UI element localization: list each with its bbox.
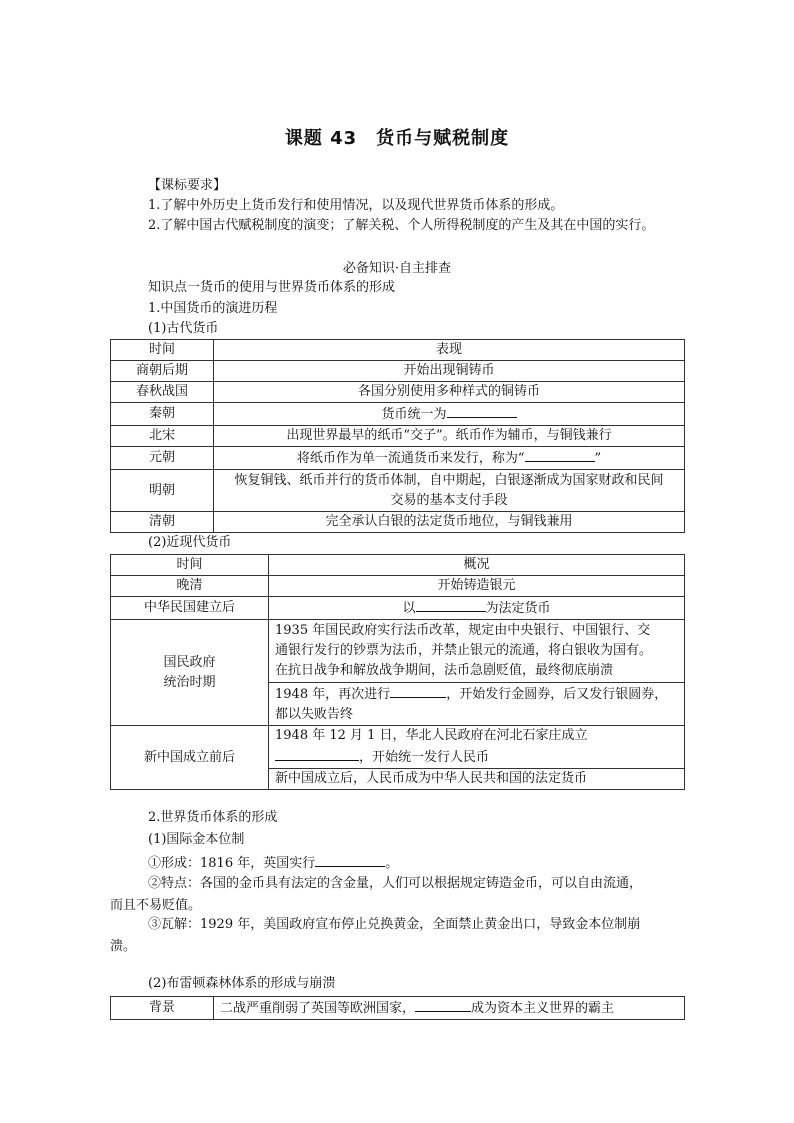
row-time: 春秋战国 <box>111 382 214 403</box>
row-desc <box>269 683 685 726</box>
ancient-currency-caption: (1)古代货币 <box>148 321 219 336</box>
table-row <box>111 382 685 403</box>
row-time-line-2: 统治时期 <box>163 674 216 690</box>
row-desc-line-1: 恢复铜钱、纸币并行的货币体制，自中期起，白银逐渐成为国家财政和民间 <box>234 472 664 488</box>
modern-currency-table <box>110 554 685 790</box>
row-desc-text: 货币统一为 <box>381 407 447 422</box>
row-desc-line-3: 在抗日战争和解放战争期间，法币急剧贬值，最终彻底崩溃 <box>275 663 614 678</box>
bretton-woods-caption: (2)布雷顿森林体系的形成与崩溃 <box>148 976 336 991</box>
row-desc: 各国分别使用多种样式的铜铸币 <box>214 382 685 403</box>
row-time: 新中国成立前后 <box>111 726 269 790</box>
row-time: 明朝 <box>111 470 214 512</box>
row-desc-line-2: 都以失败告终 <box>275 707 354 722</box>
knowledge-point-1: 知识点一货币的使用与世界货币体系的形成 <box>148 280 396 295</box>
row-desc <box>214 470 685 512</box>
row-desc-line-2: 通银行发行的钞票为法币，并禁止银元的流通，将白银收为国有。 <box>275 643 653 658</box>
fill-blank[interactable] <box>415 997 471 1012</box>
table-row <box>111 361 685 382</box>
fill-blank[interactable] <box>447 403 517 418</box>
subheading-world-currency: 2.世界货币体系的形成 <box>148 810 278 825</box>
row-desc-line-1: 1935 年国民政府实行法币改革，规定由中央银行、中国银行、交 <box>275 623 651 638</box>
row-label: 背景 <box>111 997 214 1020</box>
row-desc <box>214 997 685 1020</box>
requirement-item-2: 2.了解中国古代赋税制度的演变；了解关税、个人所得税制度的产生及其在中国的实行。 <box>148 218 655 233</box>
header-time: 时间 <box>111 555 269 576</box>
header-time: 时间 <box>111 340 214 361</box>
table-row <box>111 597 685 620</box>
bretton-woods-table <box>110 996 685 1020</box>
row-desc-text-end: ，开始发行金圆券，后又发行银圆券， <box>446 687 668 702</box>
row-desc: 开始出现铜铸币 <box>214 361 685 382</box>
fill-blank[interactable] <box>315 852 385 867</box>
page-title: 课题 43 货币与赋税制度 <box>284 128 510 149</box>
row-time: 晚清 <box>111 576 269 597</box>
row-desc <box>269 620 685 683</box>
row-desc-text: 以 <box>402 601 416 616</box>
row-time-line-1: 国民政府 <box>163 654 216 670</box>
table-header-row <box>111 555 685 576</box>
header-overview: 概况 <box>269 555 685 576</box>
table-row <box>111 512 685 533</box>
table-row <box>111 620 685 683</box>
row-time: 中华民国建立后 <box>111 597 269 620</box>
gold-standard-features-1: ②特点：各国的金币具有法定的含金量，人们可以根据规定铸造金币，可以自由流通， <box>148 876 643 891</box>
row-desc <box>214 403 685 426</box>
ancient-currency-table <box>110 339 685 533</box>
row-desc-text-end: 成为资本主义世界的霸主 <box>471 1001 615 1016</box>
formation-text-end: 。 <box>385 856 399 871</box>
table-row <box>111 403 685 426</box>
gold-standard-collapse-1: ③瓦解：1929 年，美国政府宣布停止兑换黄金，全面禁止黄金出口，导致金本位制崩 <box>148 917 641 932</box>
row-time: 秦朝 <box>111 403 214 426</box>
row-time: 北宋 <box>111 426 214 447</box>
fill-blank[interactable] <box>275 746 359 761</box>
row-desc-line-2: 交易的基本支付手段 <box>390 492 508 508</box>
table-row <box>111 726 685 769</box>
row-desc <box>269 726 685 769</box>
row-desc-text-end: ” <box>594 451 602 466</box>
table-row <box>111 997 685 1020</box>
fill-blank[interactable] <box>390 683 446 698</box>
table-row <box>111 447 685 470</box>
gold-standard-collapse-2: 溃。 <box>110 939 137 954</box>
row-desc-text: 将纸币作为单一流通货币来发行，称为“ <box>296 451 525 466</box>
row-desc <box>269 597 685 620</box>
row-desc: 出现世界最早的纸币“交子”。纸币作为辅币，与铜钱兼行 <box>214 426 685 447</box>
row-desc-text-end: 为法定货币 <box>485 601 551 616</box>
gold-standard-caption: (1)国际金本位制 <box>148 832 245 847</box>
modern-currency-caption: (2)近现代货币 <box>148 535 232 550</box>
row-desc <box>214 447 685 470</box>
subheading-currency-evolution: 1.中国货币的演进历程 <box>148 301 278 316</box>
formation-text: ①形成：1816 年，英国实行 <box>148 856 316 871</box>
gold-standard-formation <box>148 852 398 874</box>
table-row <box>111 470 685 512</box>
table-row <box>111 426 685 447</box>
row-time: 清朝 <box>111 512 214 533</box>
row-desc-text-end: ，开始统一发行人民币 <box>359 750 490 765</box>
table-header-row <box>111 340 685 361</box>
requirements-heading: 【课标要求】 <box>148 178 227 193</box>
row-time: 元朝 <box>111 447 214 470</box>
row-desc-line-1: 1948 年 12 月 1 日，华北人民政府在河北石家庄成立 <box>275 728 588 743</box>
fill-blank[interactable] <box>525 447 595 462</box>
row-time: 商朝后期 <box>111 361 214 382</box>
gold-standard-features-2: 而且不易贬值。 <box>110 898 202 913</box>
row-desc: 完全承认白银的法定货币地位，与铜钱兼用 <box>214 512 685 533</box>
row-desc-text: 二战严重削弱了英国等欧洲国家， <box>220 1001 416 1016</box>
header-desc: 表现 <box>214 340 685 361</box>
requirement-item-1: 1.了解中外历史上货币发行和使用情况，以及现代世界货币体系的形成。 <box>148 198 564 213</box>
table-row <box>111 576 685 597</box>
section-title: 必备知识·自主排查 <box>342 261 452 276</box>
row-time <box>111 620 269 726</box>
row-desc: 开始铸造银元 <box>269 576 685 597</box>
row-desc: 新中国成立后，人民币成为中华人民共和国的法定货币 <box>269 769 685 790</box>
fill-blank[interactable] <box>416 597 486 612</box>
row-desc-text: 1948 年，再次进行 <box>275 687 391 702</box>
